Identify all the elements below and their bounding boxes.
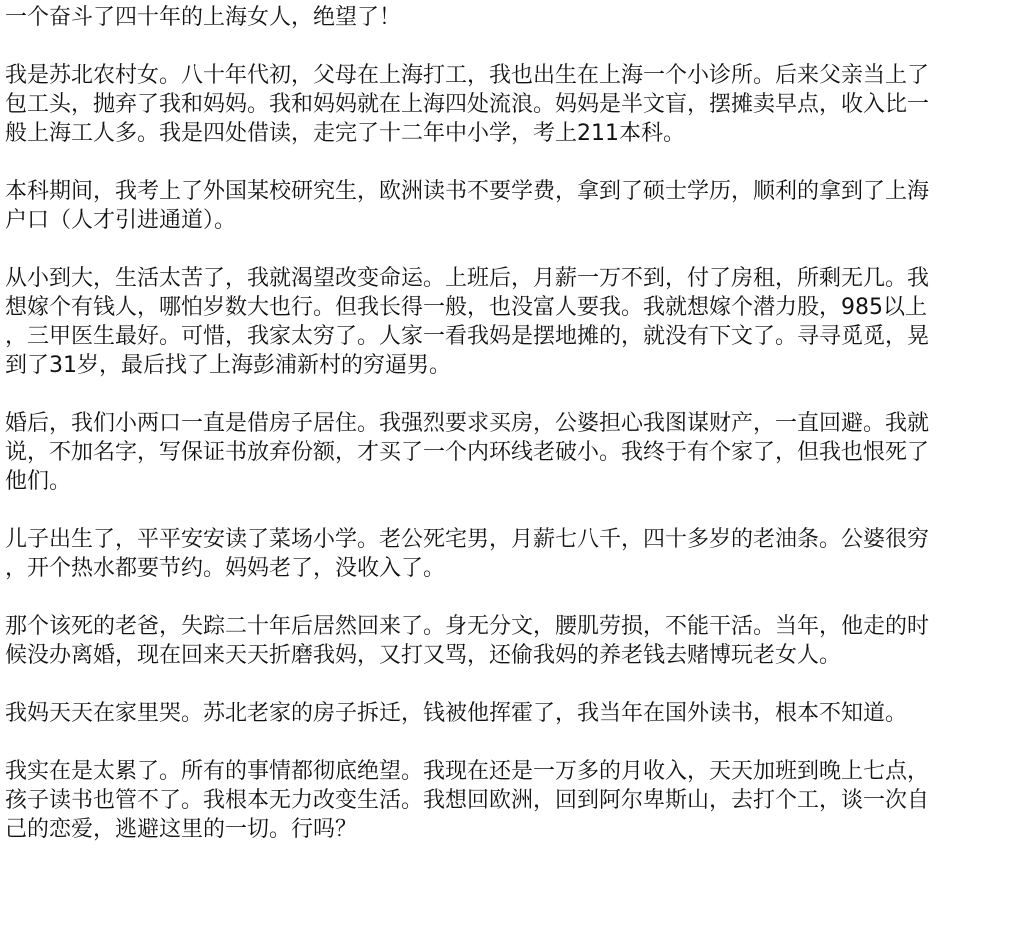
paragraph-line: 说，不加名字，写保证书放弃份额，才买了一个内环线老破小。我终于有个家了，但我也恨死了 xyxy=(5,440,930,465)
document-body xyxy=(0,3,1028,844)
paragraph-gap xyxy=(5,235,1020,264)
paragraph-line: 本科期间，我考上了外国某校研究生，欧洲读书不要学费，拿到了硕士学历，顺利的拿到了上海 xyxy=(5,179,930,204)
paragraph-gap xyxy=(5,728,1020,757)
paragraph-line: 儿子出生了，平平安安读了菜场小学。老公死宅男，月薪七八千，四十多岁的老油条。公婆很穷 xyxy=(5,527,930,552)
paragraph-line: 孩子读书也管不了。我根本无力改变生活。我想回欧洲，回到阿尔卑斯山，去打个工，谈一次自 xyxy=(5,788,930,813)
paragraph-line: 己的恋爱，逃避这里的一切。行吗？ xyxy=(5,817,358,842)
paragraph-line: ，三甲医生最好。可惜，我家太穷了。人家一看我妈是摆地摊的，就没有下文了。寻寻觅觅，晃 xyxy=(5,324,930,349)
paragraph-line: 我妈天天在家里哭。苏北老家的房子拆迁，钱被他挥霍了，我当年在国外读书，根本不知道。 xyxy=(5,701,908,726)
paragraph-gap xyxy=(5,670,1020,699)
paragraph xyxy=(5,409,1020,496)
paragraph-gap xyxy=(5,380,1020,409)
paragraph-line: 般上海工人多。我是四处借读，走完了十二年中小学，考上211本科。 xyxy=(5,121,685,146)
paragraph-line: 从小到大，生活太苦了，我就渴望改变命运。上班后，月薪一万不到，付了房租，所剩无几。我 xyxy=(5,266,930,291)
post-title: 一个奋斗了四十年的上海女人，绝望了！ xyxy=(5,5,402,30)
paragraph xyxy=(5,177,1020,235)
paragraph-line: 那个该死的老爸，失踪二十年后居然回来了。身无分文，腰肌劳损，不能干活。当年，他走的时 xyxy=(5,614,930,639)
paragraph xyxy=(5,61,1020,148)
paragraph-line: 候没办离婚，现在回来天天折磨我妈，又打又骂，还偷我妈的养老钱去赌博玩老女人。 xyxy=(5,643,842,668)
paragraph xyxy=(5,612,1020,670)
paragraph-line: ，开个热水都要节约。妈妈老了，没收入了。 xyxy=(5,556,446,581)
paragraph xyxy=(5,525,1020,583)
paragraph-line: 到了31岁，最后找了上海彭浦新村的穷逼男。 xyxy=(5,353,451,378)
paragraph-line: 他们。 xyxy=(5,469,72,494)
paragraph xyxy=(5,699,1020,728)
paragraph-gap xyxy=(5,148,1020,177)
paragraph-line: 包工头，抛弃了我和妈妈。我和妈妈就在上海四处流浪。妈妈是半文盲，摆摊卖早点，收入比一 xyxy=(5,92,930,117)
paragraph-list xyxy=(5,32,1020,844)
paragraph-gap xyxy=(5,583,1020,612)
paragraph-gap xyxy=(5,496,1020,525)
paragraph-line: 户口（人才引进通道）。 xyxy=(5,208,237,233)
paragraph-line: 我是苏北农村女。八十年代初，父母在上海打工，我也出生在上海一个小诊所。后来父亲当上了 xyxy=(5,63,930,88)
paragraph-line: 婚后，我们小两口一直是借房子居住。我强烈要求买房，公婆担心我图谋财产，一直回避。我就 xyxy=(5,411,930,436)
paragraph-gap xyxy=(5,32,1020,61)
paragraph xyxy=(5,757,1020,844)
paragraph-line: 我实在是太累了。所有的事情都彻底绝望。我现在还是一万多的月收入，天天加班到晚上七点， xyxy=(5,759,930,784)
paragraph-line: 想嫁个有钱人，哪怕岁数大也行。但我长得一般，也没富人要我。我就想嫁个潜力股，985以上 xyxy=(5,295,927,320)
paragraph xyxy=(5,264,1020,380)
